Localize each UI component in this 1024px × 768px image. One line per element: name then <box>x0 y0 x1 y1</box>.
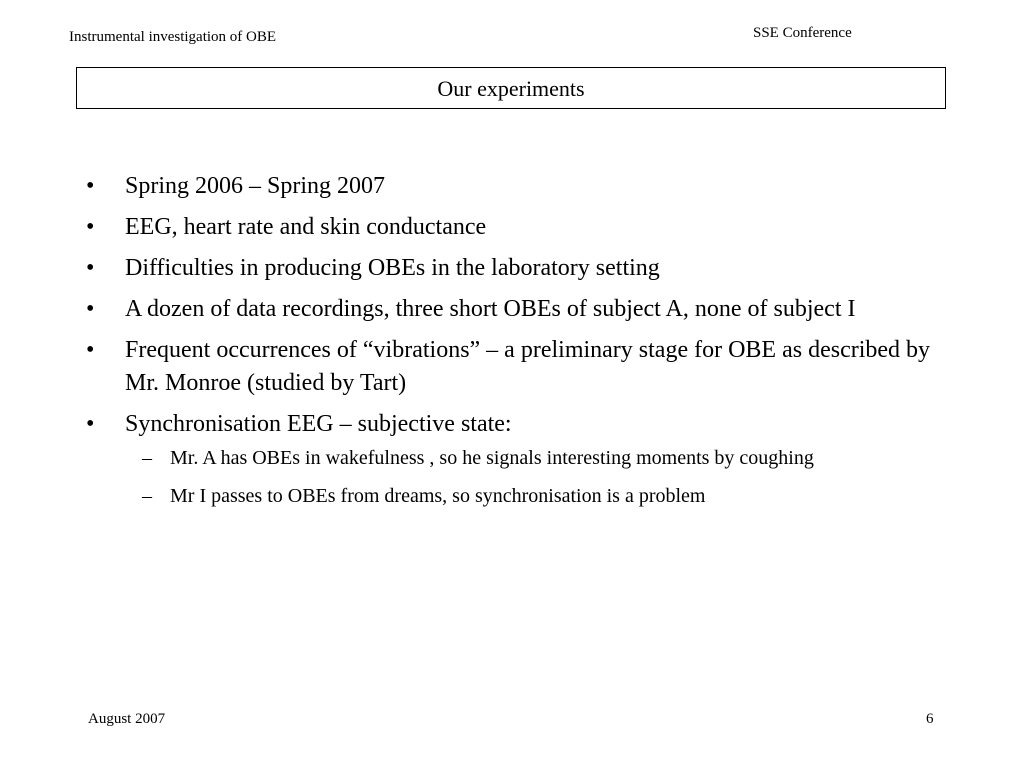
bullet-marker: • <box>86 411 95 437</box>
bullet-list <box>86 170 946 519</box>
bullet-item <box>86 170 946 203</box>
bullet-item <box>86 334 946 400</box>
bullet-item <box>86 293 946 326</box>
slide-title: Our experiments <box>437 76 585 101</box>
footer-date: August 2007 <box>88 711 166 727</box>
bullet-item <box>86 408 946 511</box>
bullet-marker: • <box>86 255 95 281</box>
sub-bullet-list <box>125 443 946 511</box>
sub-bullet-text: Mr I passes to OBEs from dreams, so synchronisation is a problem <box>170 485 706 507</box>
bullet-marker: • <box>86 214 95 240</box>
footer-page-number: 6 <box>926 711 934 727</box>
bullet-marker: • <box>86 337 95 363</box>
bullet-item <box>86 211 946 244</box>
sub-bullet-marker: – <box>142 485 152 507</box>
bullet-text: A dozen of data recordings, three short OBEs of subject A, none of subject I <box>125 296 856 322</box>
bullet-text: EEG, heart rate and skin conductance <box>125 214 487 240</box>
sub-bullet-item <box>125 481 946 511</box>
bullet-text: Frequent occurrences of “vibrations” – a preliminary stage for OBE as described by Mr. Monroe (studied by Tart) <box>125 337 931 396</box>
bullet-marker: • <box>86 173 95 199</box>
sub-bullet-text: Mr. A has OBEs in wakefulness , so he signals interesting moments by coughing <box>170 447 814 469</box>
bullet-text: Spring 2006 – Spring 2007 <box>125 173 386 199</box>
bullet-text: Synchronisation EEG – subjective state: <box>125 411 512 437</box>
header-presentation-title: Instrumental investigation of OBE <box>69 29 277 45</box>
header-conference-name: SSE Conference <box>753 25 852 41</box>
bullet-item <box>86 252 946 285</box>
bullet-text: Difficulties in producing OBEs in the laboratory setting <box>125 255 660 281</box>
sub-bullet-marker: – <box>142 447 152 469</box>
bullet-marker: • <box>86 296 95 322</box>
sub-bullet-item <box>125 443 946 473</box>
slide-title-box <box>76 67 946 109</box>
